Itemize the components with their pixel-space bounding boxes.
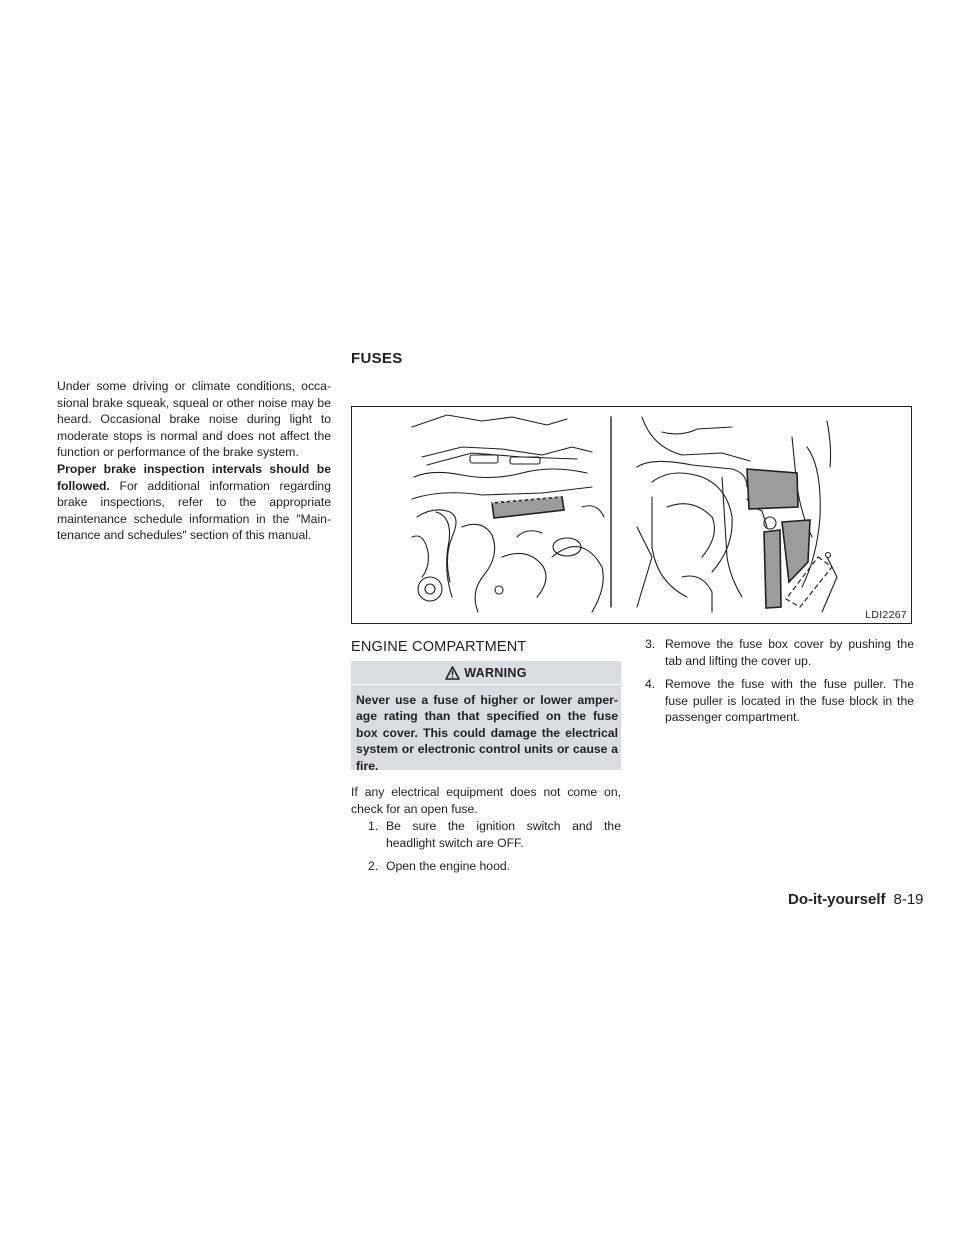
step-3 [645, 636, 914, 670]
step-4 [645, 676, 914, 728]
step-1 [368, 818, 621, 852]
warning-header [351, 661, 621, 685]
figure-label: LDI2267 [865, 609, 907, 621]
brake-inspection-text: For additional information regarding brake inspections, refer to the appropriate maintenance schedule information in the ″Maintenance and schedules″ section of this manual. [57, 478, 331, 543]
engine-compartment-heading: ENGINE COMPARTMENT [351, 639, 527, 655]
chapter-name: Do-it-yourself [788, 891, 886, 908]
step-text: Be sure the ignition switch and the headlight switch are OFF. [386, 819, 621, 850]
open-fuse-intro: If any electrical equipment does not come on, check for an open fuse. [351, 785, 621, 816]
brake-noise-paragraph: Under some driving or climate conditions, occasional brake squeak, squeal or other noise may be heard. Occasional brake noise during light to moderate stops is normal and does not affect the function or performance of the brake system. [57, 379, 331, 460]
warning-title: WARNING [464, 666, 527, 680]
warning-text: Never use a fuse of higher or lower amperage rating than that specified on the fuse box cover. This could damage the electrical system or electronic control units or cause a fire. [356, 693, 618, 773]
engine-compartment-figure [351, 406, 912, 624]
engine-illustration [352, 407, 912, 624]
step-2 [368, 858, 621, 876]
warning-box [351, 661, 621, 773]
page-footer [788, 891, 924, 908]
step-text: Open the engine hood. [386, 859, 511, 873]
step-text: Remove the fuse with the fuse puller. The fuse puller is located in the fuse block in the passenger compartment. [665, 677, 914, 725]
brake-inspection-paragraph [57, 461, 331, 544]
warning-triangle-icon [445, 666, 460, 680]
step-number: 2. [368, 859, 379, 873]
page-number: 8-19 [893, 891, 924, 908]
brake-inspection-emphasis: Proper brake inspection intervals should be followed. [57, 462, 331, 493]
step-number: 4. [645, 677, 656, 691]
step-number: 1. [368, 819, 379, 833]
step-number: 3. [645, 637, 656, 651]
step-text: Remove the fuse box cover by pushing the tab and lifting the cover up. [665, 637, 914, 668]
section-title: FUSES [351, 350, 403, 367]
